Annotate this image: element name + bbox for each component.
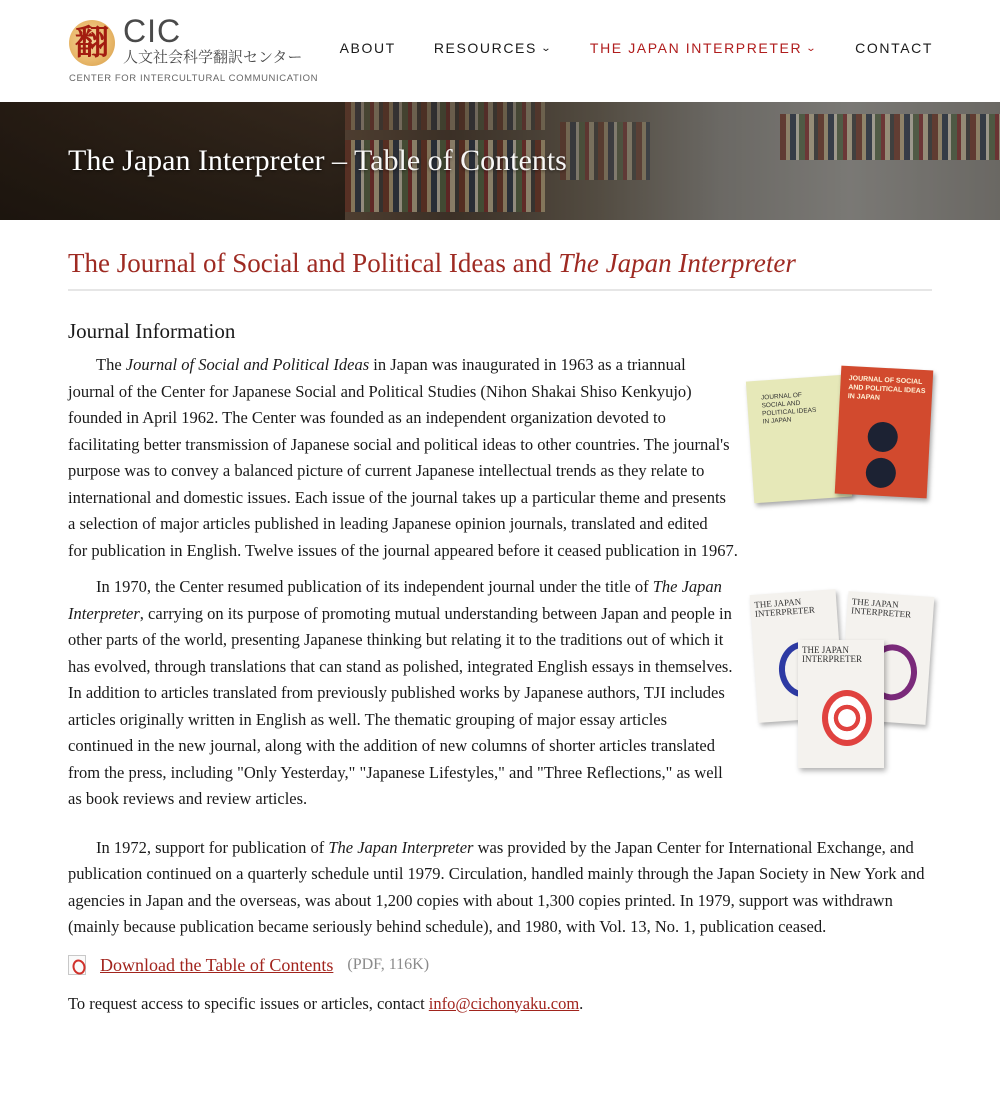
section-title: Journal Information — [68, 319, 236, 343]
chevron-down-icon: ⌄ — [805, 42, 819, 54]
site-logo[interactable] — [69, 13, 319, 87]
cover-dot — [867, 421, 899, 453]
jspi-cover-red — [835, 366, 934, 499]
download-meta: (PDF, 116K) — [347, 956, 430, 973]
nav-about-label: ABOUT — [339, 40, 396, 56]
main-nav — [340, 40, 933, 56]
download-toc-link[interactable]: Download the Table of Contents — [100, 954, 334, 975]
nav-resources[interactable] — [434, 40, 552, 56]
nav-contact-label: CONTACT — [855, 40, 933, 56]
download-row — [68, 955, 932, 976]
logo-english: CENTER FOR INTERCULTURAL COMMUNICATION — [69, 73, 319, 84]
nav-japan-interpreter-label: THE JAPAN INTERPRETER — [589, 40, 803, 56]
jspi-covers-image — [750, 358, 932, 506]
main-content — [0, 248, 1000, 1014]
paragraph-3: In 1972, support for publication of The Japan Interpreter was provided by the Japan Center for International Exchange, and publication continued on a quarterly schedule until 1979. Circulation, handled mainly through the Japan Society in New York and agencies in Japan and the overseas, was about 1,200 copies with about 1,300 copies printed. In 1979, support was withdrawn (mainly because publication became seriously behind schedule), and 1980, with Vol. 13, No. 1, publication ceased. — [68, 837, 925, 936]
chevron-down-icon: ⌄ — [540, 42, 554, 54]
nav-resources-label: RESOURCES — [433, 40, 537, 56]
jspi-cover-title: JOURNAL OF SOCIAL AND POLITICAL IDEAS IN JAPAN — [847, 375, 926, 402]
page-banner — [0, 102, 1000, 220]
cover-dot — [865, 457, 897, 489]
nav-about[interactable] — [340, 40, 396, 56]
tji-cover: THE JAPAN INTERPRETER — [840, 591, 935, 725]
jspi-cover-title: JOURNAL OF SOCIAL AND POLITICAL IDEAS IN JAPAN — [760, 391, 817, 426]
logo-japanese: 人文社会科学翻訳センター — [123, 48, 303, 66]
paragraph-1: The Journal of Social and Political Ideas in Japan was inaugurated in 1963 as a triannual journal of the Center for Japanese Social and Political Studies (Nihon Shakai Shiso Kenkyujo) founded in April 1962. The Center was founded as an independent organization devoted to facilitating better transmission of Japanese social and political ideas to other countries. The journal's purpose was to convey a balanced picture of current Japanese intellectual trends as they relate to international and domestic issues. Each issue of the journal takes up a particular theme and presents a selection of major articles published in leading Japanese opinion journals, translated and edited for publication in English. Twelve issues of the journal appeared before it ceased publication in 1967. — [68, 355, 738, 560]
seal-icon — [69, 20, 115, 66]
paragraph-2: In 1970, the Center resumed publication of its independent journal under the title of The Japan Interpreter, carrying on its purpose of promoting mutual understanding between Japan and people in other parts of the world, presenting Japanese thinking but relating it to the traditions out of which it has evolved, through translations that can stand as polished, integrated English essays in themselves. In addition to articles translated from previously published works by Japanese authors, TJI includes articles originally written in English as well. The thematic grouping of major essay articles continued in the new journal, along with the addition of new columns of shorter articles translated from the press, including "Only Yesterday," "Japanese Lifestyles," and "Three Reflections," as well as book reviews and review articles. — [68, 577, 733, 808]
page-title — [68, 248, 932, 291]
page-title-plain: The Journal of Social and Political Ideas and — [68, 248, 559, 278]
banner-title-rest: – Table of Contents — [324, 144, 567, 177]
logo-name: CIC — [123, 13, 182, 49]
tji-cover: THE JAPAN INTERPRETER — [798, 640, 884, 768]
tji-covers-image — [754, 584, 932, 772]
pdf-icon[interactable] — [68, 955, 86, 975]
contact-email-link[interactable]: info@cichonyaku.com — [428, 993, 580, 1013]
site-header — [0, 0, 1000, 102]
tji-cover: THE JAPAN INTERPRETER — [750, 589, 845, 723]
nav-japan-interpreter[interactable] — [590, 40, 817, 56]
banner-title — [68, 144, 567, 178]
page-title-italic: The Japan Interpreter — [558, 248, 796, 278]
seal-char: 翻 — [75, 23, 109, 63]
banner-title-main: The Japan Interpreter — [68, 144, 325, 177]
nav-contact[interactable] — [855, 40, 933, 56]
request-access-text: To request access to specific issues or articles, contact info@cichonyaku.com. — [68, 993, 584, 1013]
